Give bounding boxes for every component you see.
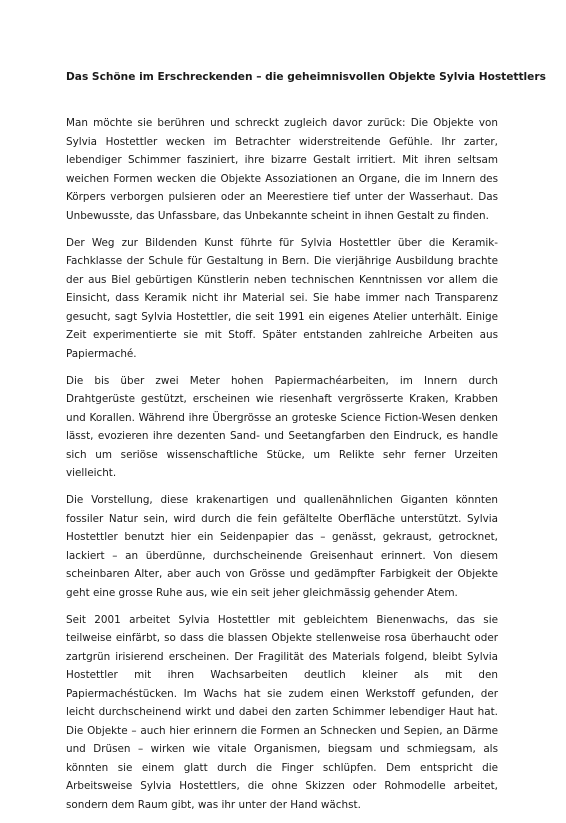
paragraph-beeswax: Seit 2001 arbeitet Sylvia Hostettler mit gebleichtem Bienenwachs, das sie teilweise einfärbt, so dass die blassen Objekte stellenweise rosa überhaucht oder zartgrün irisierend erscheinen. Der Fragilität des Materials folgend, bleibt Sylvia Hostettler mit ihren Wachsarbeiten deutlich kleiner als mit den Papiermachéstücken. Im Wachs hat sie zudem einen Werkstoff gefunden, der leicht durchscheinend wirkt und dabei den zarten Schimmer lebendiger Haut hat. Die Objekte – auch hier erinnern die Formen an Schnecken und Sepien, an Därme und Drüsen – wirken wie vitale Organismen, biegsam und schmiegsam, als könnten sie einem glatt durch die Finger schlüpfen. Dem entspricht die Arbeitsweise Sylvia Hostettlers, die ohne Skizzen oder Rohmodelle arbeitet, sondern dem Raum gibt, was ihr unter der Hand wächst. [66, 613, 498, 811]
paragraph-surface: Die Vorstellung, diese krakenartigen und quallenähnlichen Giganten könnten fossiler Natur sein, wird durch die fein gefältelte Oberfläche unterstützt. Sylvia Hostettler benutzt hier ein Seidenpapier das – genässt, gekraust, getrocknet, lackiert – an überdünne, durchscheinende Greisenhaut erinnert. Von diesem scheinbaren Alter, aber auch von Grösse und gedämpfter Farbigkeit der Objekte geht eine grosse Ruhe aus, wie ein seit jeher gleichmässig gehender Atem. [66, 494, 498, 599]
paragraph-education: Der Weg zur Bildenden Kunst führte für Sylvia Hostettler über die Keramik-Fachklasse der Schule für Gestaltung in Bern. Die vierjährige Ausbildung brachte der aus Biel gebürtigen Künstlerin neben technischen Kenntnissen vor allem die Einsicht, dass Keramik nicht ihr Material sei. Sie habe immer nach Transparenz gesucht, sagt Sylvia Hostettler, die seit 1991 ein eigenes Atelier unterhält. Einige Zeit experimentierte sie mit Stoff. Später entstanden zahlreiche Arbeiten aus Papiermaché. [66, 236, 498, 360]
document-body [66, 114, 498, 823]
document-title: Das Schöne im Erschreckenden – die geheimnisvollen Objekte Sylvia Hostettlers [66, 71, 546, 83]
paragraph-papiermache: Die bis über zwei Meter hohen Papiermachéarbeiten, im Innern durch Drahtgerüste gestützt, erscheinen wie riesenhaft vergrösserte Kraken, Krabben und Korallen. Während ihre Übergrösse an groteske Science Fiction-Wesen denken lässt, evozieren ihre dezenten Sand- und Seetangfarben den Eindruck, es handle sich um seriöse wissenschaftliche Stücke, um Relikte sehr ferner Urzeiten vielleicht. [66, 374, 498, 479]
paragraph-intro: Man möchte sie berühren und schreckt zugleich davor zurück: Die Objekte von Sylvia Hostettler wecken im Betrachter widerstreitende Gefühle. Ihr zarter, lebendiger Schimmer fasziniert, ihre bizarre Gestalt irritiert. Mit ihren seltsam weichen Formen wecken die Objekte Assoziationen an Organe, die im Innern des Körpers verborgen pulsieren oder an Meerestiere tief unter der Wasserhaut. Das Unbewusste, das Unfassbare, das Unbekannte scheint in ihnen Gestalt zu finden. [66, 117, 498, 222]
